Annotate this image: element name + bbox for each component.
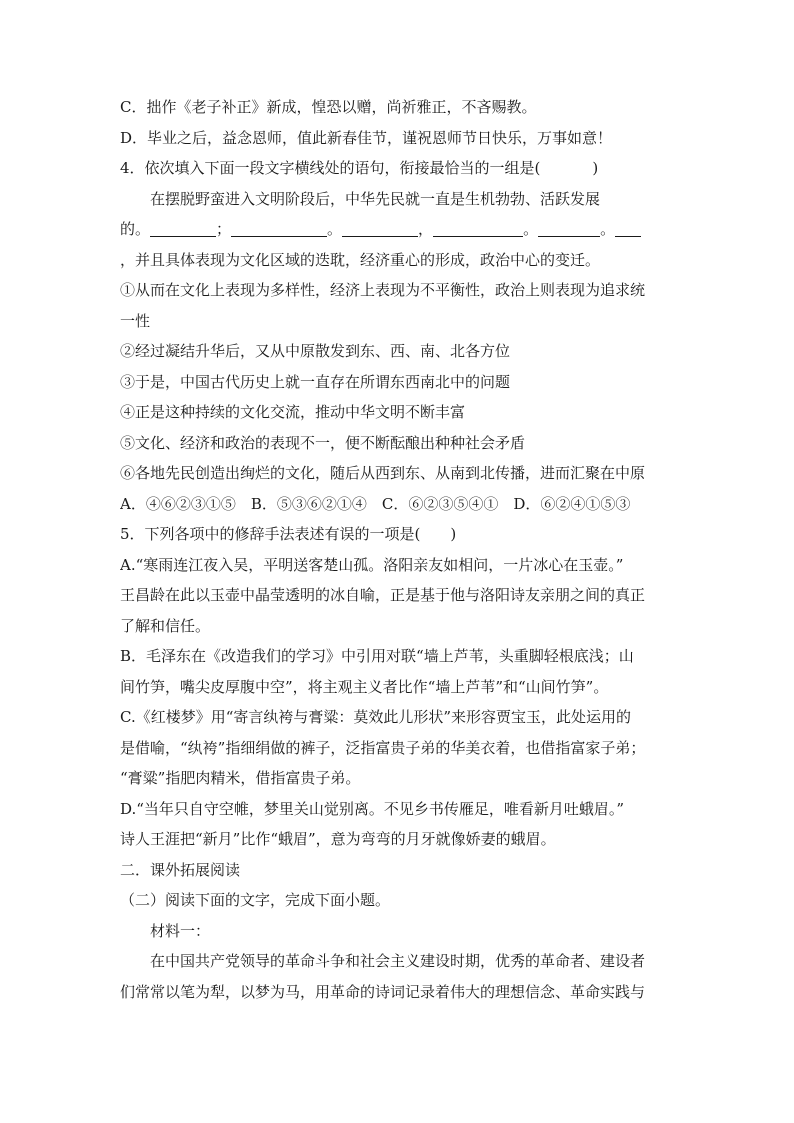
q5-option-b-line-2: 间竹笋，嘴尖皮厚腹中空”，将主观主义者比作“墙上芦苇”和“山间竹笋”。 — [120, 677, 609, 696]
separator-period-2: 。 — [523, 220, 539, 238]
q5-option-c-line-3: “膏粱”指肥肉精米，借指富贵子弟。 — [120, 769, 361, 787]
q5-option-d-line-2: 诗人王涯把“新月”比作“蛾眉”，意为弯弯的月牙就像娇妻的蛾眉。 — [120, 830, 556, 848]
q3-option-c: C．拙作《老子补正》新成，惶恐以赠，尚祈雅正，不吝赐教。 — [120, 98, 537, 116]
q5-option-a-line-3: 了解和信任。 — [120, 616, 211, 635]
q4-passage-start: 的。 — [120, 220, 151, 238]
material-one-line-2: 们常常以笔为犁，以梦为马，用革命的诗词记录着伟大的理想信念、革命实践与 — [120, 982, 646, 1001]
fill-blank-2 — [231, 218, 327, 237]
fill-blank-3 — [342, 218, 418, 237]
fill-blank-1 — [150, 218, 216, 237]
q4-passage-line-3: ，并且具体表现为文化区域的迭耽，经济重心的形成，政治中心的变迁。 — [120, 250, 601, 269]
q5-stem-text: 5．下列各项中的修辞手法表述有误的一项是( — [120, 525, 421, 543]
q4-item-1: ①从而在文化上表现为多样性，经济上表现为不平衡性，政治上则表现为追求统 — [120, 281, 646, 299]
section-heading: 二．课外拓展阅读 — [120, 860, 241, 879]
q5-option-c-line-2: 是借喻，“纨袴”指细绢做的裤子，泛指富贵子弟的华美衣着，也借指富家子弟； — [120, 738, 646, 757]
reading-part-title: （二）阅读下面的文字，完成下面小题。 — [120, 891, 391, 909]
separator-comma: ， — [418, 220, 434, 238]
q5-stem — [120, 519, 686, 550]
separator-semicolon: ； — [216, 220, 232, 238]
q4-item-4: ④正是这种持续的文化交流，推动中华文明不断丰富 — [120, 403, 466, 421]
q4-stem — [120, 153, 686, 184]
separator-period-3: 。 — [600, 220, 616, 238]
q5-option-d-line-1: D.“当年只自守空帷，梦里关山觉别离。不见乡书传雁足，唯看新月吐蛾眉。” — [120, 799, 625, 818]
q4-stem-text: 4．依次填入下面一段文字横线处的语句，衔接最恰当的一组是( — [120, 159, 541, 177]
q4-item-1-cont: 一性 — [120, 311, 151, 330]
q4-item-5: ⑤文化、经济和政治的表现不一，便不断酝酿出种种社会矛盾 — [120, 433, 526, 452]
q5-option-a-line-1: A.“寒雨连江夜入吴，平明送客楚山孤。洛阳亲友如相问，一片冰心在玉壶。” — [120, 555, 624, 574]
q4-stem-close: ) — [592, 159, 599, 177]
document-page — [120, 92, 686, 1007]
separator-period-1: 。 — [327, 220, 343, 238]
fill-blank-4 — [433, 218, 523, 237]
q5-option-a-line-2: 王昌龄在此以玉壶中晶莹透明的冰自喻，正是基于他与洛阳诗友亲朋之间的真正 — [120, 586, 646, 604]
q4-answer-options: A．④⑥②③①⑤ B．⑤③⑥②①④ C．⑥②③⑤④① D．⑥②④①⑤③ — [120, 494, 631, 513]
q3-option-d: D．毕业之后，益念恩师，值此新春佳节，谨祝恩师节日快乐，万事如意！ — [120, 128, 613, 147]
q5-option-c-line-1: C.《红楼梦》用“寄言纨袴与膏粱：莫效此儿形状”来形容贾宝玉，此处运用的 — [120, 708, 632, 726]
material-one-line-1: 在中国共产党领导的革命斗争和社会主义建设时期，优秀的革命者、建设者 — [150, 952, 646, 970]
q5-option-b-line-1: B．毛泽东在《改造我们的学习》中引用对联“墙上芦苇，头重脚轻根底浅；山 — [120, 647, 634, 665]
q4-passage-line-1: 在摆脱野蛮进入文明阶段后，中华先民就一直是生机勃勃、活跃发展 — [150, 189, 601, 208]
q4-item-2: ②经过凝结升华后，又从中原散发到东、西、南、北各方位 — [120, 342, 511, 360]
fill-blank-6 — [615, 218, 641, 237]
q4-passage-line-2 — [120, 214, 686, 245]
q5-stem-close: ) — [450, 525, 457, 543]
material-one-label: 材料一： — [150, 921, 211, 940]
fill-blank-5 — [538, 218, 600, 237]
q4-item-3: ③于是，中国古代历史上就一直存在所谓东西南北中的问题 — [120, 372, 511, 391]
q4-item-6: ⑥各地先民创造出绚烂的文化，随后从西到东、从南到北传播，进而汇聚在中原 — [120, 464, 646, 482]
